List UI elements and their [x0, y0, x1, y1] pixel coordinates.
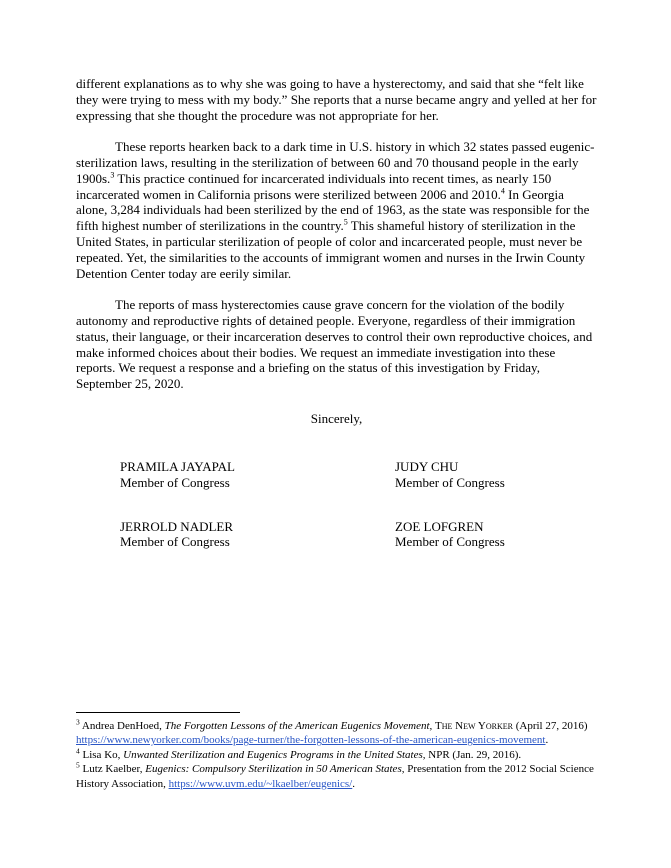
footnotes-section [76, 712, 597, 791]
signature-jerrold-nadler [120, 519, 395, 551]
footnote-number: 3 [76, 717, 80, 727]
footnote-3 [76, 719, 597, 748]
signer-title: Member of Congress [395, 474, 505, 490]
footnote-4 [76, 748, 597, 762]
signer-title: Member of Congress [395, 534, 505, 550]
footnote-text: Andrea DenHoed, The Forgotten Lessons of the American Eugenics Movement, The New Yorker (April 27, 2016) https://www.newyorker.com/books/page-turner/the-forgotten-lessons-of-the-american-eugenics-movement. [76, 720, 588, 747]
italic-title: Eugenics: Compulsory Sterilization in 50 American States, [145, 763, 405, 776]
hyperlink[interactable]: https://www.newyorker.com/books/page-turner/the-forgotten-lessons-of-the-american-eugenics-movement [76, 734, 546, 747]
signer-name: PRAMILA JAYAPAL [120, 459, 235, 474]
signer-name: JERROLD NADLER [120, 518, 234, 534]
body-paragraph-3: The reports of mass hysterectomies cause grave concern for the violation of the bodily autonomy and reproductive rights of detained people. Everyone, regardless of their immigration status, their language, or their incarceration deserves to control their own reproductive choices, and make informed choices about their bodies. We request an immediate investigation into these reports. We request a response and a briefing on the status of this investigation by Friday, September 25, 2020. [76, 297, 593, 392]
closing-salutation: Sincerely, [310, 411, 363, 426]
footnote-5 [76, 762, 597, 791]
signature-judy-chu [395, 459, 505, 491]
footnote-number: 5 [76, 760, 80, 770]
body-paragraph-2: These reports hearken back to a dark time in U.S. history in which 32 states passed eugenic-sterilization laws, resulting in the sterilization of between 60 and 70 thousand people in the early 1900s.$^3$ This practice continued for incarcerated individuals into recent times, as nearly 150 incarcerated women in California prisons were sterilized between 2006 and 2010.$^4$ In Georgia alone, 3,284 individuals had been sterilized by the end of 1963, as the state was responsible for the fifth highest number of sterilizations in the country.$^5$ This shameful history of sterilization in the United States, in particular sterilization of people of color and incarcerated people, must never be repeated. Yet, the similarities to the accounts of immigrant women and nurses in the Irwin County Detention Center today are eerily similar. [76, 139, 595, 281]
signer-name: ZOE LOFGREN [395, 518, 484, 534]
footnote-text: Lisa Ko, Unwanted Sterilization and Eugenics Programs in the United States, NPR (Jan. 29, 2016). [79, 748, 522, 761]
publication-name: The New Yorker [435, 720, 513, 732]
signature-pramila-jayapal [120, 459, 395, 491]
footnote-reference: 4 [500, 186, 505, 196]
signer-title: Member of Congress [120, 474, 230, 490]
signer-title: Member of Congress [120, 534, 230, 550]
footnote-reference: 3 [110, 170, 115, 180]
footnote-text: Lutz Kaelber, Eugenics: Compulsory Sterilization in 50 American States, Presentation from the 2012 Social Science History Association, https://www.uvm.edu/~lkaelber/eugenics/. [76, 763, 594, 790]
signer-name: JUDY CHU [395, 459, 459, 474]
footnote-separator [76, 712, 240, 713]
footnote-reference: 5 [343, 217, 348, 227]
italic-title: The Forgotten Lessons of the American Eugenics Movement, [164, 720, 433, 732]
italic-title: Unwanted Sterilization and Eugenics Programs in the United States, [123, 748, 426, 761]
signature-zoe-lofgren [395, 519, 505, 551]
footnote-number: 4 [76, 746, 80, 756]
letter-body [76, 76, 597, 408]
signature-block [120, 459, 505, 550]
hyperlink[interactable]: https://www.uvm.edu/~lkaelber/eugenics/ [168, 777, 353, 790]
body-paragraph-1: different explanations as to why she was going to have a hysterectomy, and said that she “felt like they were trying to mess with my body.” She reports that a nurse became angry and yelled at her for expressing that she thought the procedure was not appropriate for her. [76, 76, 597, 123]
